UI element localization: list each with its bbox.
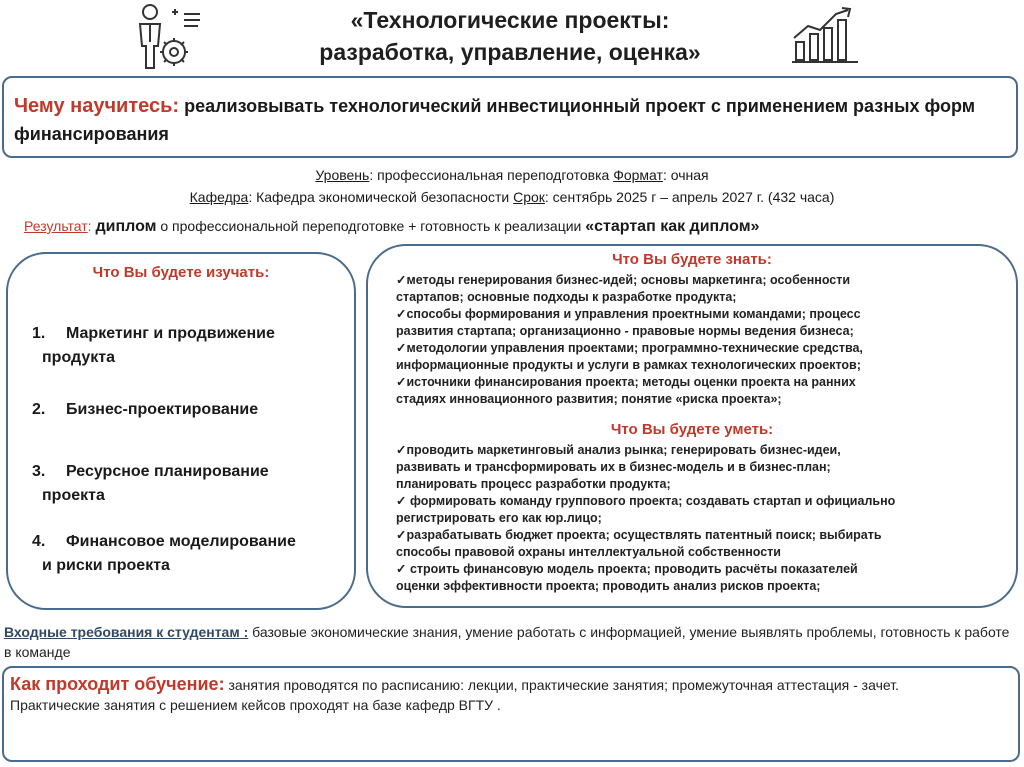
- title-line-1: «Технологические проекты:: [350, 7, 670, 33]
- able-line: ✓ строить финансовую модель проекта; проводить расчёты показателей: [396, 562, 858, 576]
- result-colon: :: [87, 218, 92, 234]
- able-line: ✓разрабатывать бюджет проекта; осуществлять патентный поиск; выбирать: [396, 528, 882, 542]
- how-text: занятия проводятся по расписанию: лекции, практические занятия; промежуточная аттестация - зачет.: [224, 677, 899, 693]
- study-title: Что Вы будете изучать:: [92, 264, 270, 281]
- able-line: способы правовой охраны интеллектуальной собственности: [396, 545, 781, 559]
- study-item-text-cont: проекта: [42, 487, 105, 504]
- know-list: [396, 272, 970, 408]
- requirements-label: Входные требования к студентам: [4, 624, 240, 640]
- know-line: развития стартапа; организационно - правовые нормы ведения бизнеса;: [396, 324, 854, 338]
- title-line-2: разработка, управление, оценка»: [319, 39, 701, 65]
- learn-label: Чему научитесь:: [14, 95, 180, 117]
- study-item-text: Бизнес-проектирование: [66, 401, 259, 418]
- format-label: Формат: [613, 167, 663, 183]
- study-box: [6, 252, 356, 610]
- program-info: [0, 164, 1024, 208]
- able-line: развивать и трансформировать их в бизнес-модель и в бизнес-план;: [396, 460, 831, 474]
- growth-chart-icon: [788, 4, 868, 64]
- able-list: [396, 442, 970, 595]
- learn-text: реализовывать технологический инвестиционный проект с применением разных форм финансирования: [14, 96, 976, 144]
- able-line: регистрировать его как юр.лицо;: [396, 511, 602, 525]
- know-line: стартапов; основные подходы к разработке продукта;: [396, 290, 737, 304]
- page-title: [250, 4, 770, 68]
- level-label: Уровень: [315, 167, 370, 183]
- study-item-number: 2.: [32, 401, 46, 418]
- format-value: : очная: [662, 167, 709, 183]
- study-item-3: [28, 460, 348, 508]
- know-line: информационные продукты и услуги в рамках технологических проектов;: [396, 358, 861, 372]
- result-line: [24, 214, 1014, 239]
- result-middle: о профессиональной переподготовке + готовность к реализации: [156, 218, 586, 234]
- study-item-number: 4.: [32, 533, 46, 550]
- requirements-text: базовые экономические знания, умение работать с информацией, умение выявлять проблемы, готовность к работе в команде: [4, 624, 1010, 660]
- result-label: Результат: [24, 218, 88, 234]
- requirements-colon: :: [239, 624, 249, 640]
- able-line: оценки эффективности проекта; проводить анализ рисков проекта;: [396, 579, 821, 593]
- study-item-number: 1.: [32, 325, 46, 342]
- how-text-2: Практические занятия с решением кейсов проходят на базе кафедр ВГТУ .: [10, 697, 501, 713]
- learn-box: [2, 76, 1018, 158]
- study-item-text: Ресурсное планирование: [66, 463, 269, 480]
- know-line: ✓методы генерирования бизнес-идей; основы маркетинга; особенности: [396, 273, 851, 287]
- study-item-text-cont: и риски проекта: [42, 557, 170, 574]
- study-item-text-cont: продукта: [42, 349, 115, 366]
- know-line: стадиях инновационного развития; понятие «риска проекта»;: [396, 392, 782, 406]
- level-value: : профессиональная переподготовка: [369, 167, 614, 183]
- study-item-text: Маркетинг и продвижение: [66, 325, 275, 342]
- person-gear-icon: [128, 2, 208, 72]
- able-line: планировать процесс разработки продукта;: [396, 477, 671, 491]
- able-line: ✓ формировать команду группового проекта; создавать стартап и официально: [396, 494, 896, 508]
- how-label: Как проходит обучение:: [10, 674, 225, 694]
- requirements: [4, 622, 1020, 662]
- know-title: Что Вы будете знать:: [612, 251, 772, 268]
- know-line: ✓источники финансирования проекта; методы оценки проекта на ранних: [396, 375, 856, 389]
- able-title: Что Вы будете уметь:: [610, 421, 774, 438]
- study-item-text: Финансовое моделирование: [66, 533, 296, 550]
- study-item-1: [28, 322, 348, 370]
- result-startup: «стартап как диплом»: [585, 218, 760, 235]
- how-box: [2, 666, 1020, 762]
- knowledge-skills-box: [366, 244, 1018, 608]
- term-label: Срок: [513, 189, 545, 205]
- know-line: ✓методологии управления проектами; программно-технические средства,: [396, 341, 863, 355]
- study-item-number: 3.: [32, 463, 46, 480]
- study-item-4: [28, 530, 348, 578]
- able-line: ✓проводить маркетинговый анализ рынка; генерировать бизнес-идеи,: [396, 443, 841, 457]
- dept-label: Кафедра: [189, 189, 249, 205]
- term-value: : сентябрь 2025 г – апрель 2027 г. (432 часа): [544, 189, 835, 205]
- dept-value: : Кафедра экономической безопасности: [248, 189, 514, 205]
- know-line: ✓способы формирования и управления проектными командами; процесс: [396, 307, 861, 321]
- study-item-2: [28, 398, 348, 422]
- result-diploma: диплом: [95, 218, 157, 235]
